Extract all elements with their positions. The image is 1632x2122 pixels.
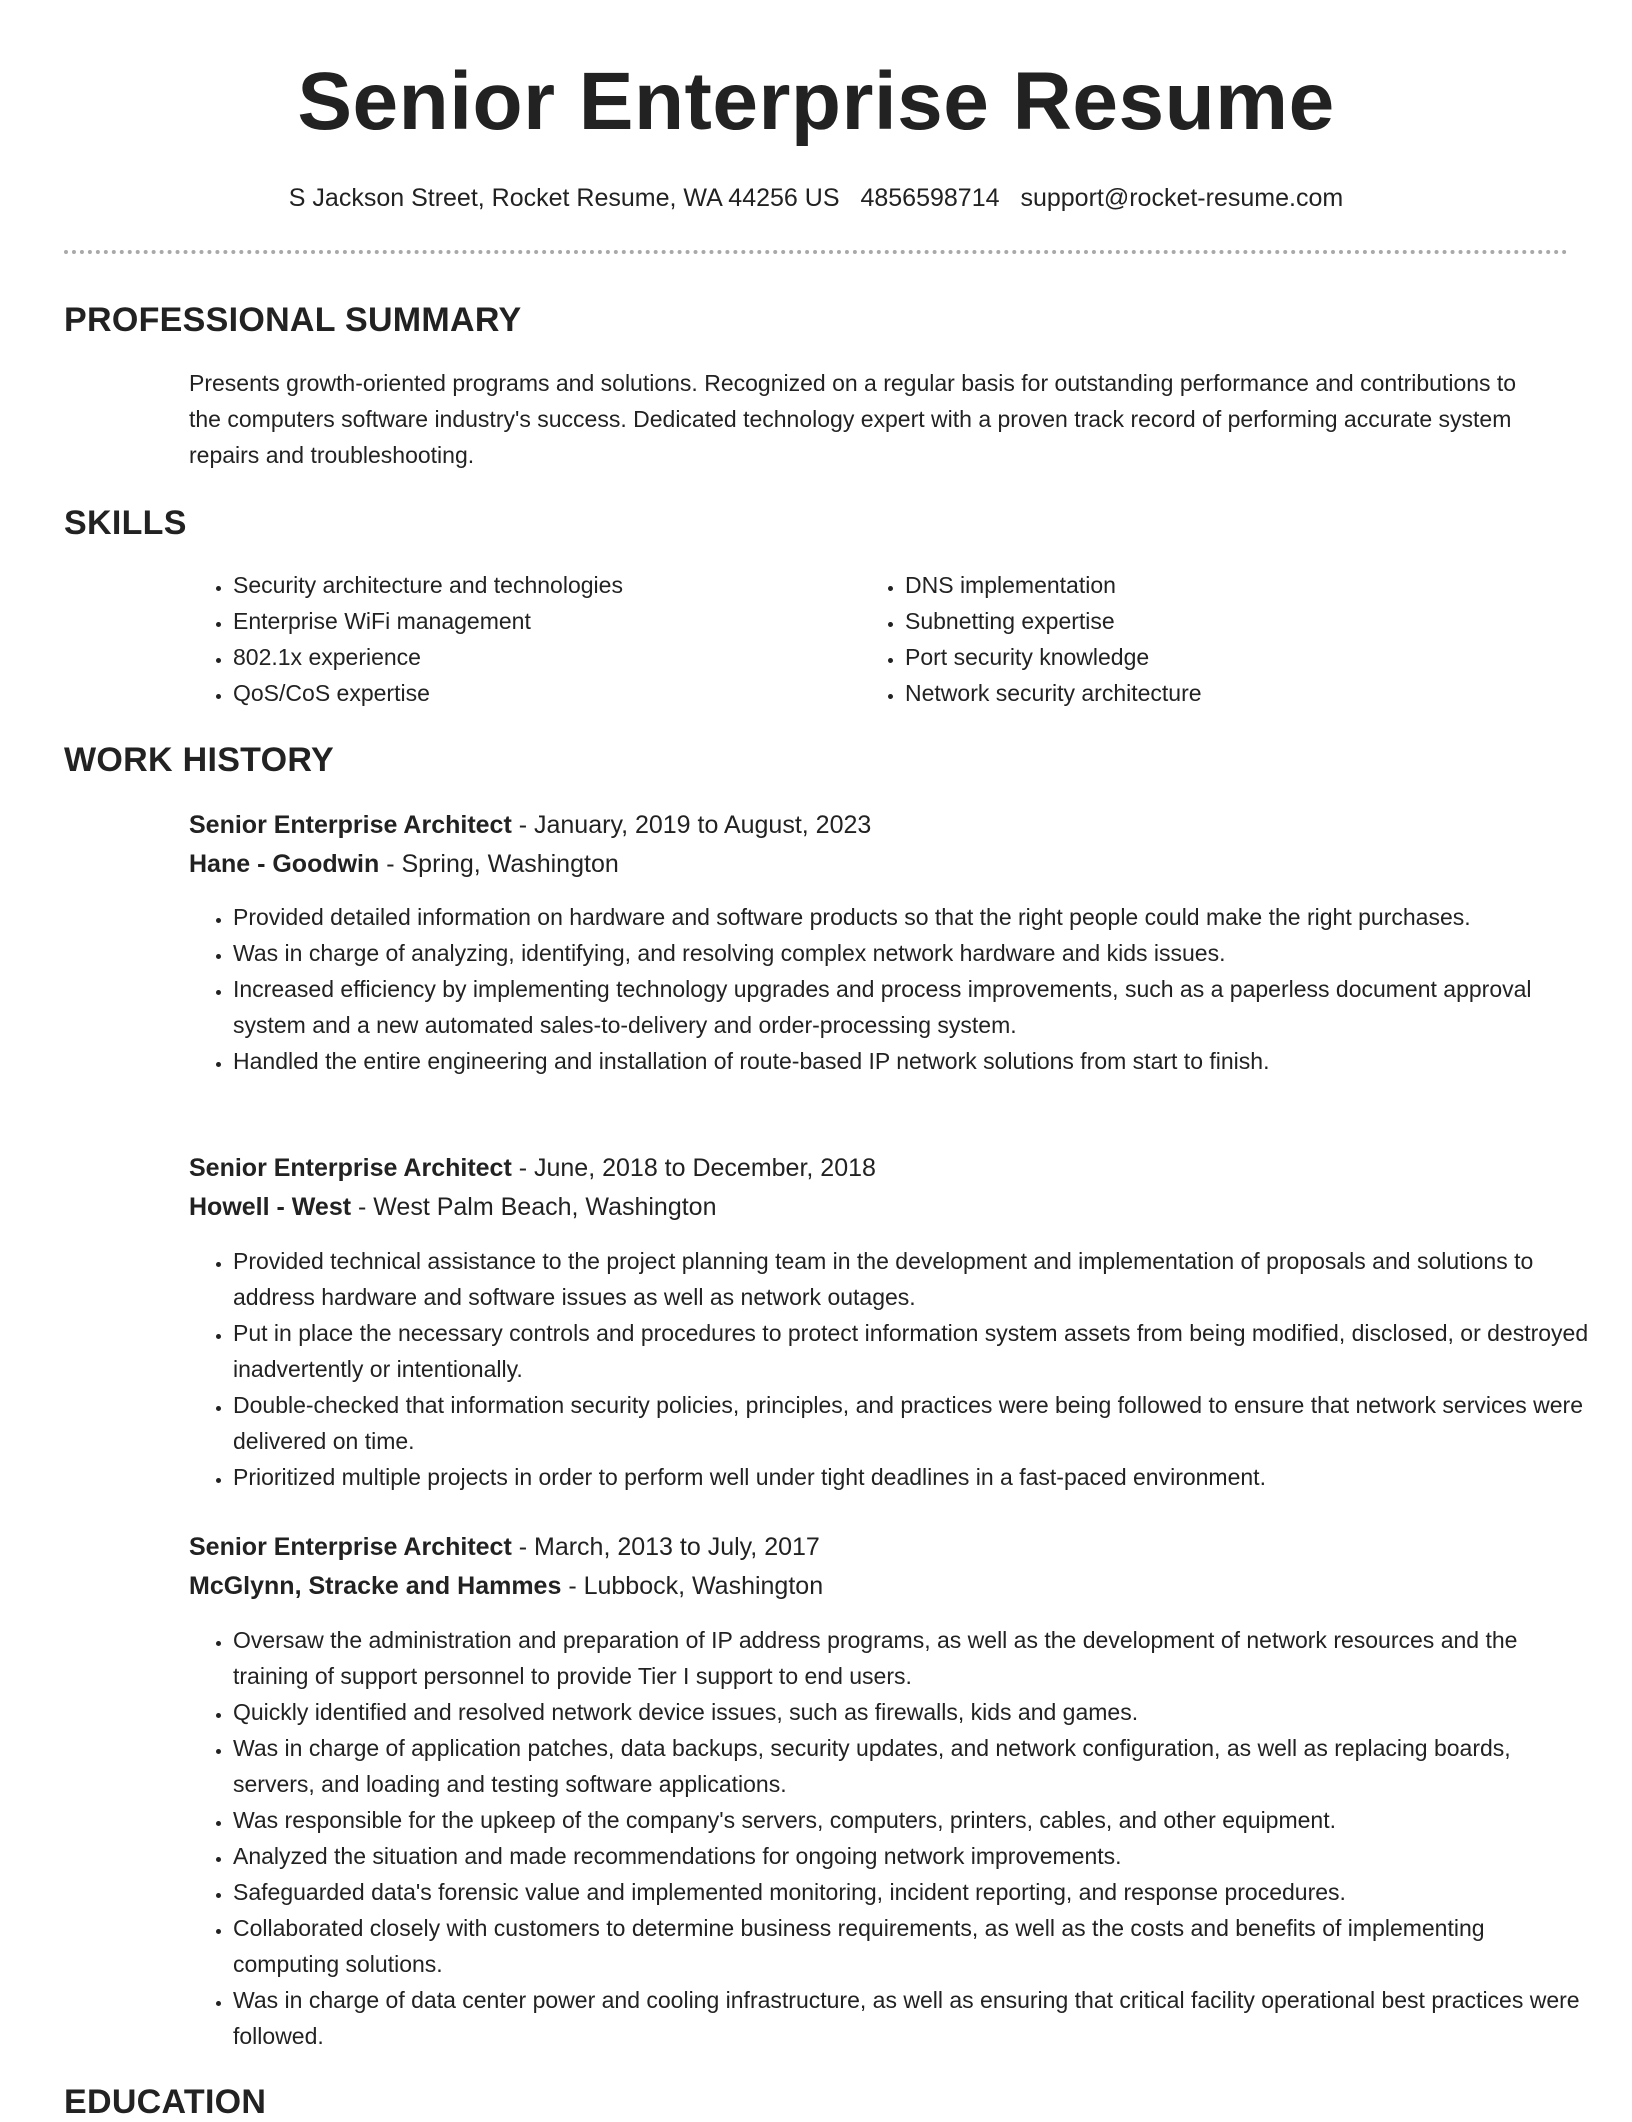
job-location: - Spring, Washington	[379, 850, 619, 878]
job-bullet: • Was responsible for the upkeep of the company's servers, computers, printers, cables, and other equipment.	[233, 1802, 1593, 1838]
job-location: - West Palm Beach, Washington	[351, 1193, 717, 1221]
contact-line	[0, 181, 1632, 215]
education-heading: EDUCATION	[64, 2083, 267, 2121]
job-bullet: • Was in charge of analyzing, identifying, and resolving complex network hardware and kids issues.	[233, 935, 1593, 971]
job-bullets	[189, 899, 1593, 1079]
job-bullet: • Provided detailed information on hardware and software products so that the right people could make the right purchases.	[233, 899, 1593, 935]
contact-phone: 4856598714	[860, 184, 1000, 212]
contact-email: support@rocket-resume.com	[1020, 184, 1344, 212]
job-location: - Lubbock, Washington	[561, 1572, 824, 1600]
job-bullet: • Was in charge of data center power and cooling infrastructure, as well as ensuring that critical facility operational best practices were followed.	[233, 1982, 1593, 2054]
skill-item: • Enterprise WiFi management	[233, 603, 833, 639]
job-bullet: • Increased efficiency by implementing technology upgrades and process improvements, such as a paperless document approval system and a new automated sales-to-delivery and order-processing system.	[233, 971, 1593, 1043]
job-bullet: • Quickly identified and resolved network device issues, such as firewalls, kids and games.	[233, 1694, 1593, 1730]
skill-item: • QoS/CoS expertise	[233, 675, 833, 711]
skill-item: • 802.1x experience	[233, 639, 833, 675]
job-bullet: • Double-checked that information security policies, principles, and practices were being followed to ensure that network services were delivered on time.	[233, 1387, 1613, 1459]
job-bullet: • Put in place the necessary controls and procedures to protect information system assets from being modified, disclosed, or destroyed inadvertently or intentionally.	[233, 1315, 1613, 1387]
job-dates: - January, 2019 to August, 2023	[511, 811, 872, 839]
skill-item: • Subnetting expertise	[905, 603, 1545, 639]
job-company-line	[189, 846, 619, 882]
job-company: Howell - West	[189, 1193, 352, 1221]
job-title-line	[189, 1529, 820, 1565]
job-bullet: • Handled the entire engineering and installation of route-based IP network solutions from start to finish.	[233, 1043, 1593, 1079]
job-bullet: • Oversaw the administration and preparation of IP address programs, as well as the development of network resources and the training of support personnel to provide Tier I support to end users.	[233, 1622, 1593, 1694]
resume-title: Senior Enterprise Resume	[297, 56, 1335, 147]
skills-list-left	[189, 567, 833, 711]
skill-item: • Port security knowledge	[905, 639, 1545, 675]
job-company-line	[189, 1568, 823, 1604]
job-title: Senior Enterprise Architect	[189, 1533, 512, 1561]
summary-text: Presents growth-oriented programs and solutions. Recognized on a regular basis for outstanding performance and contributions to the computers software industry's success. Dedicated technology expert with a proven track record of performing accurate system repairs and troubleshooting.	[189, 370, 1517, 468]
job-bullet: • Analyzed the situation and made recommendations for ongoing network improvements.	[233, 1838, 1593, 1874]
skill-item: • Network security architecture	[905, 675, 1545, 711]
job-dates: - June, 2018 to December, 2018	[511, 1154, 876, 1182]
job-bullet: • Was in charge of application patches, data backups, security updates, and network configuration, as well as replacing boards, servers, and loading and testing software applications.	[233, 1730, 1593, 1802]
job-bullets	[189, 1243, 1613, 1495]
job-company: McGlynn, Stracke and Hammes	[189, 1572, 562, 1600]
job-company: Hane - Goodwin	[189, 850, 380, 878]
job-company-line	[189, 1189, 717, 1225]
skills-list-right	[861, 567, 1545, 711]
job-title-line	[189, 807, 871, 843]
summary-heading: PROFESSIONAL SUMMARY	[64, 301, 522, 339]
job-title: Senior Enterprise Architect	[189, 811, 512, 839]
job-title: Senior Enterprise Architect	[189, 1154, 512, 1182]
job-bullet: • Prioritized multiple projects in order to perform well under tight deadlines in a fast-paced environment.	[233, 1459, 1613, 1495]
job-bullet: • Safeguarded data's forensic value and implemented monitoring, incident reporting, and response procedures.	[233, 1874, 1593, 1910]
skill-item: • DNS implementation	[905, 567, 1545, 603]
contact-address: S Jackson Street, Rocket Resume, WA 44256 US	[288, 184, 840, 212]
job-bullets	[189, 1622, 1593, 2054]
job-bullet: • Provided technical assistance to the project planning team in the development and implementation of proposals and solutions to address hardware and software issues as well as network outages.	[233, 1243, 1613, 1315]
skills-heading: SKILLS	[64, 504, 187, 542]
job-dates: - March, 2013 to July, 2017	[511, 1533, 820, 1561]
work-heading: WORK HISTORY	[64, 741, 334, 779]
job-bullet: • Collaborated closely with customers to determine business requirements, as well as the costs and benefits of implementing computing solutions.	[233, 1910, 1593, 1982]
header-divider	[64, 250, 1568, 254]
skill-item: • Security architecture and technologies	[233, 567, 833, 603]
job-title-line	[189, 1150, 876, 1186]
